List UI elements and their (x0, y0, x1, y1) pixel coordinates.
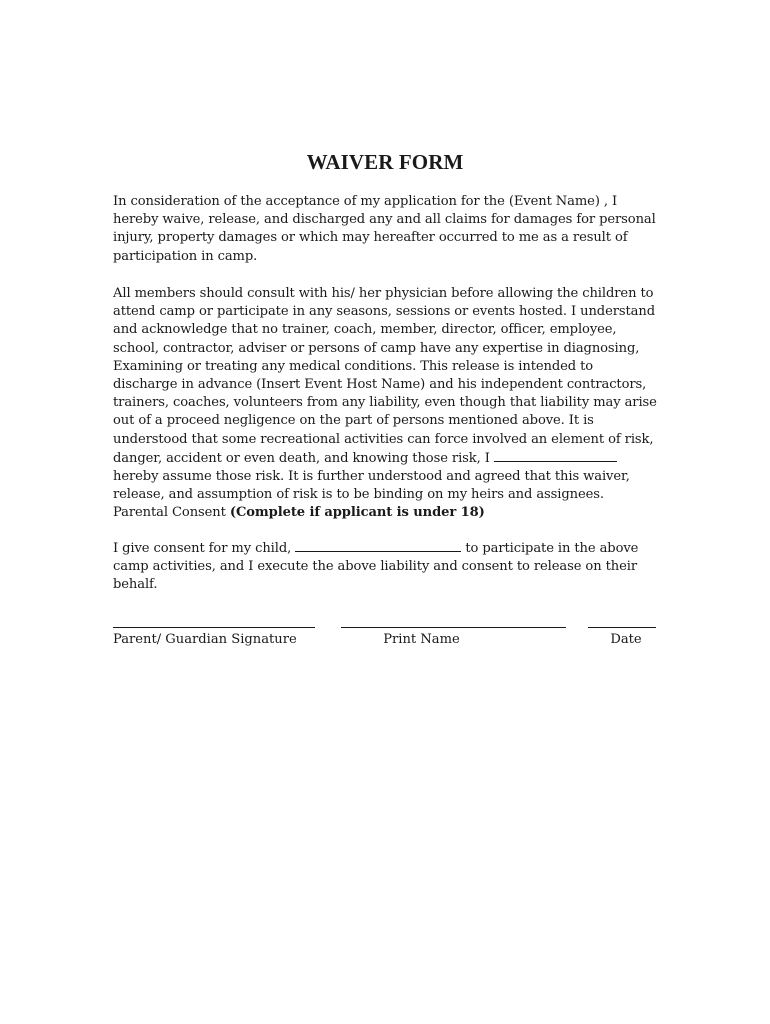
consent-text-before-blank: I give consent for my child, (113, 541, 296, 556)
print-name-line[interactable] (341, 627, 566, 628)
release-text-before-blank: All members should consult with his/ her physician before allowing the children to attend camp or participate in any seasons, sessions or events hosted. I understand and acknowledge that no trainer, coach, member, director, officer, employee, school, contractor, adviser or persons of camp have any expertise in diagnosing, Examining or treating any medical conditions. This release is intended to discharge in advance (Insert Event Host Name) and his independent contractors, trainers, coaches, volunteers from any liability, even though that liability may arise out of a proceed negligence on the part of persons mentioned above. It is understood that some recreational activities can force involved an element of risk, danger, accident or even death, and knowing those risk, I (113, 286, 657, 466)
print-name-label: Print Name (383, 632, 460, 647)
consent-text-after-blank: to participate in the above camp activities, and I execute the above liability and consent to release on their behalf. (113, 541, 639, 593)
date-line[interactable] (588, 627, 656, 628)
consideration-paragraph: In consideration of the acceptance of my application for the (Event Name) , I hereby waive, release, and discharged any and all claims for damages for personal injury, property damages or which may hereafter occurred to me as a result of participation in camp. (113, 194, 656, 264)
date-label: Date (610, 632, 642, 647)
document-title: WAIVER FORM (306, 150, 464, 174)
parental-consent-note: (Complete if applicant is under 18) (229, 505, 485, 521)
guardian-signature-line[interactable] (113, 627, 315, 628)
release-paragraph (113, 285, 661, 523)
participant-name-blank[interactable] (494, 449, 617, 462)
consent-paragraph (113, 539, 661, 595)
guardian-signature-label: Parent/ Guardian Signature (113, 632, 297, 647)
release-text-after-blank: hereby assume those risk. It is further understood and agreed that this waiver, release, and assumption of risk is to be binding on my heirs and assignees. Parental Consent (113, 469, 630, 521)
child-name-blank[interactable] (295, 539, 461, 552)
